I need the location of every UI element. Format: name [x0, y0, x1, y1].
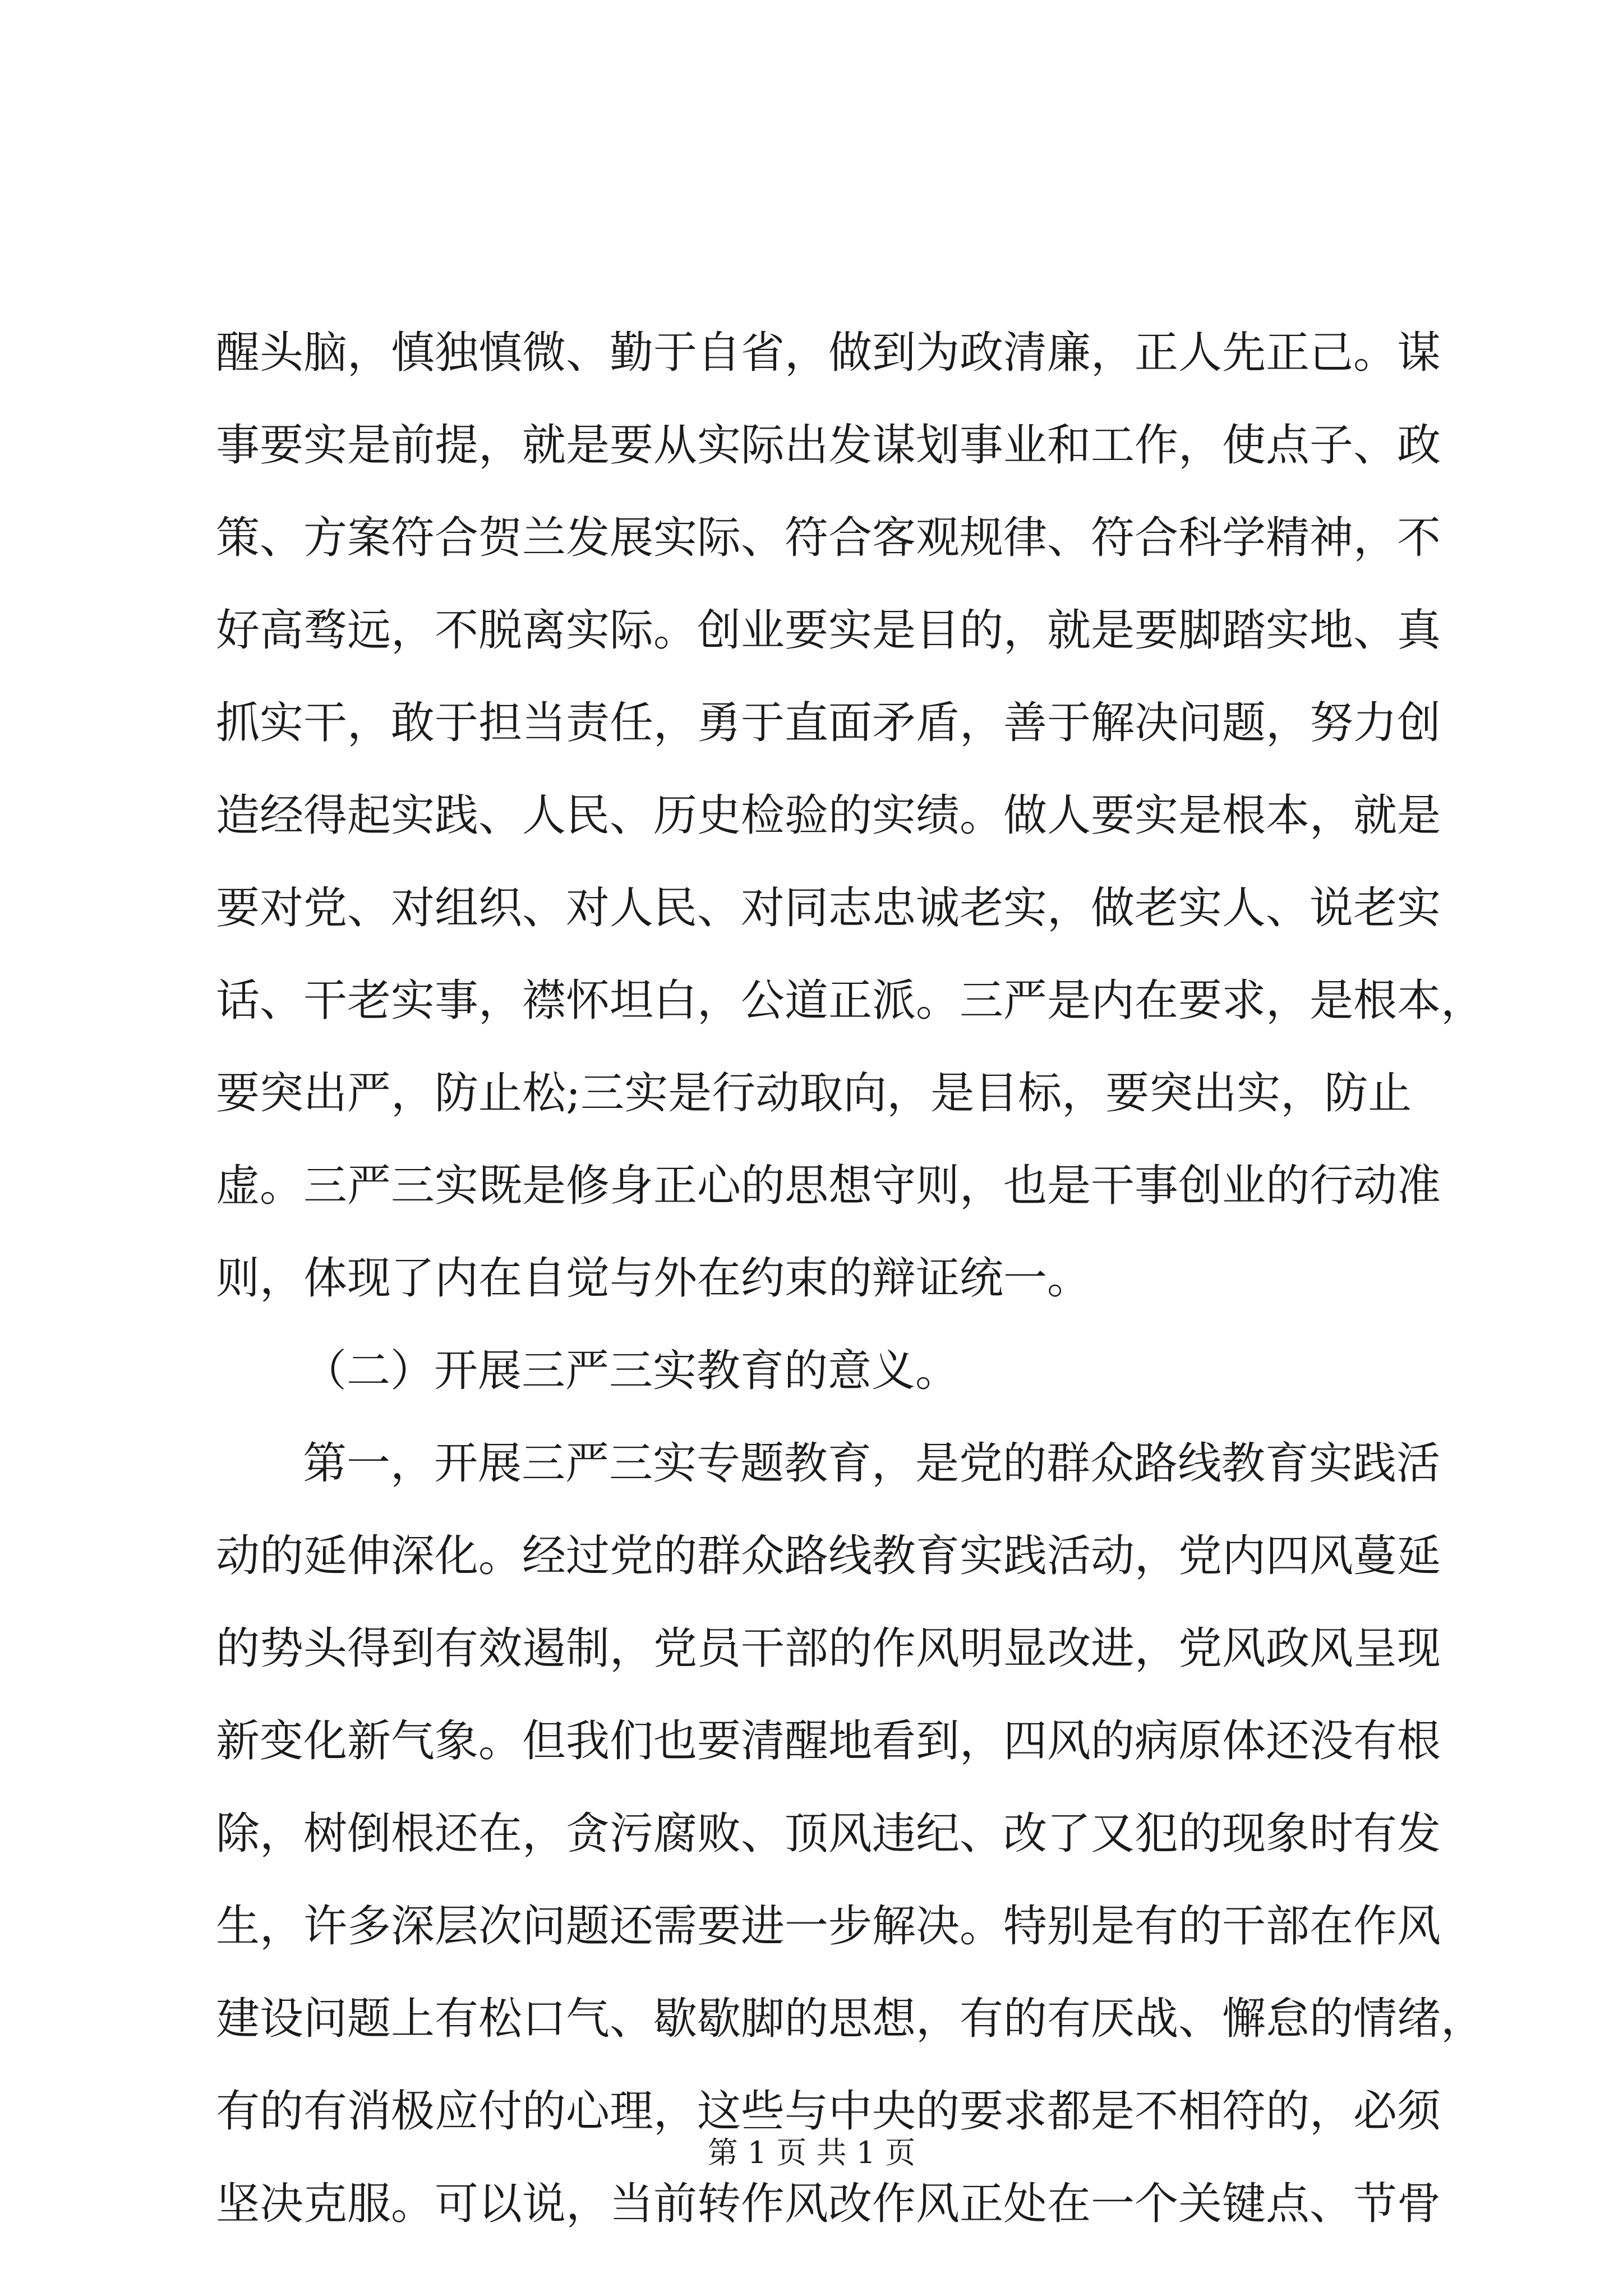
body-line: 则，体现了内在自觉与外在约束的辩证统一。: [216, 1253, 1091, 1304]
body-line: 建设问题上有松口气、歇歇脚的思想，有的有厌战、懈怠的情绪，: [216, 1994, 1485, 2044]
body-line: 事要实是前提，就是要从实际出发谋划事业和工作，使点子、政: [216, 420, 1441, 471]
body-line: 要突出严，防止松;三实是行动取向，是目标，要突出实，防止: [216, 1068, 1412, 1119]
body-line: 除，树倒根还在，贪污腐败、顶风违纪、改了又犯的现象时有发: [216, 1809, 1441, 1859]
body-line: 好高骛远，不脱离实际。创业要实是目的，就是要脚踏实地、真: [216, 605, 1441, 656]
body-line: 坚决克服。可以说，当前转作风改作风正处在一个关键点、节骨: [216, 2179, 1441, 2229]
body-line: 醒头脑，慎独慎微、勤于自省，做到为政清廉，正人先正己。谋: [216, 328, 1441, 378]
body-line: 生，许多深层次问题还需要进一步解决。特别是有的干部在作风: [216, 1901, 1441, 1952]
body-line: 动的延伸深化。经过党的群众路线教育实践活动，党内四风蔓延: [216, 1531, 1441, 1581]
section-heading: （二）开展三严三实教育的意义。: [303, 1346, 960, 1396]
body-line: 抓实干，敢于担当责任，勇于直面矛盾，善于解决问题，努力创: [216, 698, 1441, 748]
page-footer: 第 1 页 共 1 页: [707, 2135, 916, 2170]
body-line: 虚。三严三实既是修身正心的思想守则，也是干事创业的行动准: [216, 1161, 1441, 1211]
body-line: 话、干老实事，襟怀坦白，公道正派。三严是内在要求，是根本，: [216, 976, 1485, 1026]
body-line: 第一，开展三严三实专题教育，是党的群众路线教育实践活: [303, 1438, 1441, 1489]
body-line: 新变化新气象。但我们也要清醒地看到，四风的病原体还没有根: [216, 1716, 1441, 1766]
body-line: 有的有消极应付的心理，这些与中央的要求都是不相符的，必须: [216, 2086, 1441, 2137]
body-line: 要对党、对组织、对人民、对同志忠诚老实，做老实人、说老实: [216, 883, 1441, 933]
body-line: 造经得起实践、人民、历史检验的实绩。做人要实是根本，就是: [216, 790, 1441, 841]
body-line: 策、方案符合贺兰发展实际、符合客观规律、符合科学精神，不: [216, 513, 1441, 563]
body-line: 的势头得到有效遏制，党员干部的作风明显改进，党风政风呈现: [216, 1623, 1441, 1674]
